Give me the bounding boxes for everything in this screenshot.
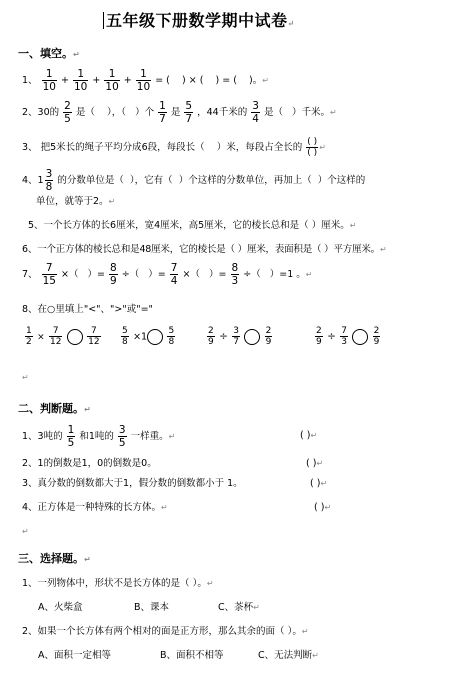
compare-item-3 <box>206 326 273 347</box>
choice-question-2 <box>22 626 309 638</box>
fraction <box>87 326 100 347</box>
judge-item-4 <box>22 502 168 514</box>
return-mark-icon: ↵ <box>262 76 269 85</box>
numerator: 8 <box>231 262 239 274</box>
question-text: 3、真分数的倒数都大于1，假分数的倒数都小于 1。 <box>22 478 243 489</box>
question-2 <box>22 100 337 125</box>
return-mark-icon: ↵ <box>379 245 387 254</box>
operator: + <box>92 75 101 86</box>
denominator: 9 <box>265 337 272 347</box>
fraction <box>73 68 88 93</box>
answer-paren-text: ( ) <box>300 430 311 441</box>
judge-item-3 <box>22 478 243 490</box>
denominator: 7 <box>185 113 193 125</box>
denominator: 7 <box>159 113 166 125</box>
question-text: ×（ <box>60 269 79 280</box>
return-mark-icon: ↵ <box>161 503 168 512</box>
question-text: ）= <box>209 269 227 280</box>
fraction <box>315 326 323 347</box>
page-title <box>103 8 295 31</box>
question-text: 5、一个长方体的长6厘米，宽4厘米，高5厘米，它的棱长总和是（ ）厘米。 <box>28 220 350 231</box>
question-text: 的分数单位是（ <box>57 175 124 186</box>
fraction-blank <box>306 137 318 158</box>
question-6 <box>22 244 387 256</box>
fraction <box>231 262 240 287</box>
numerator: 5 <box>122 326 128 336</box>
option-label: A、火柴盒 <box>38 602 83 613</box>
compare-circle[interactable] <box>244 329 260 345</box>
numerator: 3 <box>252 100 259 112</box>
denominator: 8 <box>45 181 53 193</box>
operator: ÷ <box>219 330 228 343</box>
question-text: ，44千米的 <box>197 107 248 118</box>
text-cursor <box>103 12 104 29</box>
operator: + <box>123 75 132 86</box>
option-label: C、无法判断 <box>258 650 313 661</box>
fraction <box>170 262 179 287</box>
question-4-continued <box>36 196 115 208</box>
question-text: 3、 把5米长的绳子平均分成6段，每段长（ <box>22 142 205 153</box>
return-mark-icon: ↵ <box>206 579 214 588</box>
question-text: 一样重。 <box>130 431 169 442</box>
answer-paren-text: ( ) <box>310 478 321 489</box>
choice-option-a[interactable] <box>38 602 83 614</box>
return-mark-icon: ↵ <box>253 603 260 612</box>
denominator: 10 <box>105 81 119 93</box>
denominator: 15 <box>42 275 56 287</box>
question-text: ）个 <box>135 107 155 118</box>
denominator: 10 <box>73 81 88 93</box>
return-mark-icon: ↵ <box>22 373 29 382</box>
denominator: ( ) <box>307 148 318 158</box>
section-title: 二、判断题。 <box>18 402 84 415</box>
judge-item-1 <box>22 424 175 449</box>
numerator: 1 <box>136 68 151 81</box>
return-mark-icon: ↵ <box>84 555 91 564</box>
numerator: 7 <box>87 326 100 337</box>
fraction <box>207 326 215 347</box>
fraction <box>45 168 54 193</box>
question-text: 2、1的倒数是1，0的倒数是0。 <box>22 458 157 469</box>
empty-line <box>22 372 29 384</box>
fraction <box>158 100 167 125</box>
fraction <box>118 424 127 449</box>
numerator: 1 <box>73 68 88 81</box>
fraction <box>63 100 72 125</box>
question-text: 和1吨的 <box>79 431 114 442</box>
numerator: 2 <box>208 326 214 336</box>
fraction <box>340 326 348 347</box>
question-8 <box>22 304 153 316</box>
denominator: 4 <box>252 113 259 125</box>
question-text: 4、1 <box>22 175 44 186</box>
operator: ÷ <box>327 330 336 343</box>
numerator: ( ) <box>307 137 318 147</box>
question-text: ）米，每段占全长的 <box>216 142 303 153</box>
numerator: 3 <box>45 168 53 180</box>
return-mark-icon: ↵ <box>349 221 357 230</box>
question-text: ）千米。 <box>292 107 331 118</box>
fraction <box>104 68 119 93</box>
fraction <box>232 326 240 347</box>
page-title-text: 五年级下册数学期中试卷 <box>106 11 288 30</box>
denominator: 2 <box>26 337 32 347</box>
numerator: 2 <box>316 326 322 336</box>
choice-question-1 <box>22 578 214 590</box>
section-title: 三、选择题。 <box>18 552 84 565</box>
denominator: 5 <box>118 437 126 449</box>
option-label: A、面积一定相等 <box>38 650 111 661</box>
denominator: 7 <box>233 337 239 347</box>
denominator: 9 <box>316 337 322 347</box>
numerator: 1 <box>67 424 75 436</box>
answer-text: )。 <box>249 75 263 86</box>
empty-line <box>22 526 29 538</box>
denominator: 9 <box>373 337 380 347</box>
question-text: 1、一列物体中，形状不是长方体的是（ ）。 <box>22 578 207 589</box>
numerator: 1 <box>159 100 166 112</box>
question-number: 1、 <box>22 75 38 86</box>
answer-paren[interactable] <box>306 458 323 470</box>
fraction <box>25 326 33 347</box>
answer-paren[interactable] <box>300 430 317 442</box>
answer-paren-text: ( ) <box>314 502 325 513</box>
fraction <box>42 68 57 93</box>
return-mark-icon: ↵ <box>312 651 319 660</box>
fraction <box>49 326 62 347</box>
numerator: 3 <box>233 326 239 336</box>
question-3 <box>22 137 326 158</box>
denominator: 9 <box>208 337 214 347</box>
return-mark-icon: ↵ <box>316 459 324 468</box>
question-text: 是（ <box>263 107 283 118</box>
numerator: 8 <box>110 262 117 274</box>
question-text: 2、如果一个长方体有两个相对的面是正方形，那么其余的面（ ）。 <box>22 626 302 637</box>
numerator: 7 <box>49 326 62 337</box>
fraction <box>184 100 193 125</box>
numerator: 1 <box>26 326 32 336</box>
question-7 <box>22 262 313 287</box>
option-label: C、茶杯 <box>218 602 254 613</box>
denominator: 5 <box>67 437 75 449</box>
option-label: B、面积不相等 <box>160 650 224 661</box>
question-text: 6、一个正方体的棱长总和是48厘米，它的棱长是（ ）厘米，表面积是（ ）平方厘米。 <box>22 244 380 255</box>
answer-text: ) = ( <box>215 75 237 86</box>
numerator: 5 <box>185 100 193 112</box>
question-text: ）= <box>148 269 166 280</box>
choice-option-c[interactable] <box>258 650 319 662</box>
question-text: 是 <box>170 107 181 118</box>
answer-text: ) × ( <box>181 75 204 86</box>
numerator: 2 <box>64 100 71 112</box>
denominator: 10 <box>42 81 56 93</box>
fraction <box>251 100 260 125</box>
section-heading-fill <box>18 45 80 61</box>
choice-option-c[interactable] <box>218 602 260 614</box>
question-text: ）=1 。 <box>269 269 306 280</box>
section-title: 一、填空。 <box>18 47 73 60</box>
compare-circle[interactable] <box>147 329 163 345</box>
numerator: 2 <box>373 326 380 336</box>
question-text: ）= <box>87 269 105 280</box>
return-mark-icon: ↵ <box>305 270 313 279</box>
fraction <box>136 68 151 93</box>
question-text: 8、在○里填上"<"、">"或"=" <box>22 304 153 315</box>
answer-paren[interactable] <box>310 478 327 490</box>
question-text: ）个这样的分数单位，再加上（ <box>178 175 312 186</box>
compare-circle[interactable] <box>67 329 83 345</box>
answer-paren[interactable] <box>314 502 331 514</box>
option-label: B、课本 <box>134 602 170 613</box>
return-mark-icon: ↵ <box>22 527 29 536</box>
section-heading-judge <box>18 400 91 416</box>
compare-item-4 <box>314 326 381 347</box>
question-text: 单位，就等于2。 <box>36 196 109 207</box>
return-mark-icon: ↵ <box>310 431 318 440</box>
denominator: 5 <box>64 113 71 125</box>
denominator: 8 <box>168 337 175 347</box>
compare-item-1 <box>24 326 102 347</box>
fraction <box>167 326 175 347</box>
operator: × <box>37 332 45 343</box>
question-number: 7、 <box>22 269 38 280</box>
numerator: 7 <box>42 262 57 275</box>
denominator: 12 <box>88 337 100 347</box>
question-5 <box>28 220 356 232</box>
question-1 <box>22 68 269 93</box>
question-text: ×（ <box>182 269 200 280</box>
numerator: 1 <box>104 68 119 81</box>
denominator: 4 <box>170 275 178 287</box>
choice-option-b[interactable] <box>160 650 224 662</box>
question-text: ），（ <box>107 107 127 118</box>
denominator: 10 <box>136 81 151 93</box>
choice-option-a[interactable] <box>38 650 111 662</box>
return-mark-icon: ↵ <box>320 479 328 488</box>
fraction <box>121 326 129 347</box>
operator: + <box>60 75 69 86</box>
section-heading-choice <box>18 550 91 566</box>
numerator: 3 <box>118 424 126 436</box>
return-mark-icon: ↵ <box>287 18 295 28</box>
question-text: 是（ <box>75 107 95 118</box>
denominator: 12 <box>49 337 62 347</box>
return-mark-icon: ↵ <box>73 50 80 59</box>
return-mark-icon: ↵ <box>319 143 326 152</box>
choice-option-b[interactable] <box>134 602 169 614</box>
return-mark-icon: ↵ <box>330 108 337 117</box>
denominator: 9 <box>110 275 117 287</box>
numerator: 7 <box>170 262 178 274</box>
answer-paren-text: ( ) <box>306 458 317 469</box>
return-mark-icon: ↵ <box>108 197 116 206</box>
question-text: 2、30的 <box>22 107 60 118</box>
fraction <box>67 424 76 449</box>
question-text: ÷（ <box>121 269 140 280</box>
denominator: 3 <box>231 275 239 287</box>
compare-circle[interactable] <box>352 329 368 345</box>
compare-item-2 <box>120 326 176 347</box>
question-4 <box>22 168 365 193</box>
return-mark-icon: ↵ <box>84 405 91 414</box>
question-text: ÷（ <box>243 269 261 280</box>
return-mark-icon: ↵ <box>301 627 309 636</box>
fraction <box>42 262 57 287</box>
fraction <box>109 262 118 287</box>
denominator: 3 <box>341 337 347 347</box>
numerator: 1 <box>42 68 57 81</box>
denominator: 8 <box>122 337 128 347</box>
answer-text: = ( <box>155 75 170 86</box>
numerator: 2 <box>265 326 272 336</box>
question-text: 1、3吨的 <box>22 431 63 442</box>
question-text: ），它有（ <box>129 175 173 186</box>
question-text: 4、正方体是一种特殊的长方体。 <box>22 502 162 513</box>
numerator: 5 <box>168 326 175 336</box>
return-mark-icon: ↵ <box>324 503 332 512</box>
return-mark-icon: ↵ <box>168 432 176 441</box>
question-text: ）个这样的 <box>317 175 366 186</box>
numerator: 7 <box>341 326 347 336</box>
fraction <box>373 326 381 347</box>
fraction <box>265 326 273 347</box>
judge-item-2 <box>22 458 157 470</box>
operator: ×1 <box>133 331 148 343</box>
